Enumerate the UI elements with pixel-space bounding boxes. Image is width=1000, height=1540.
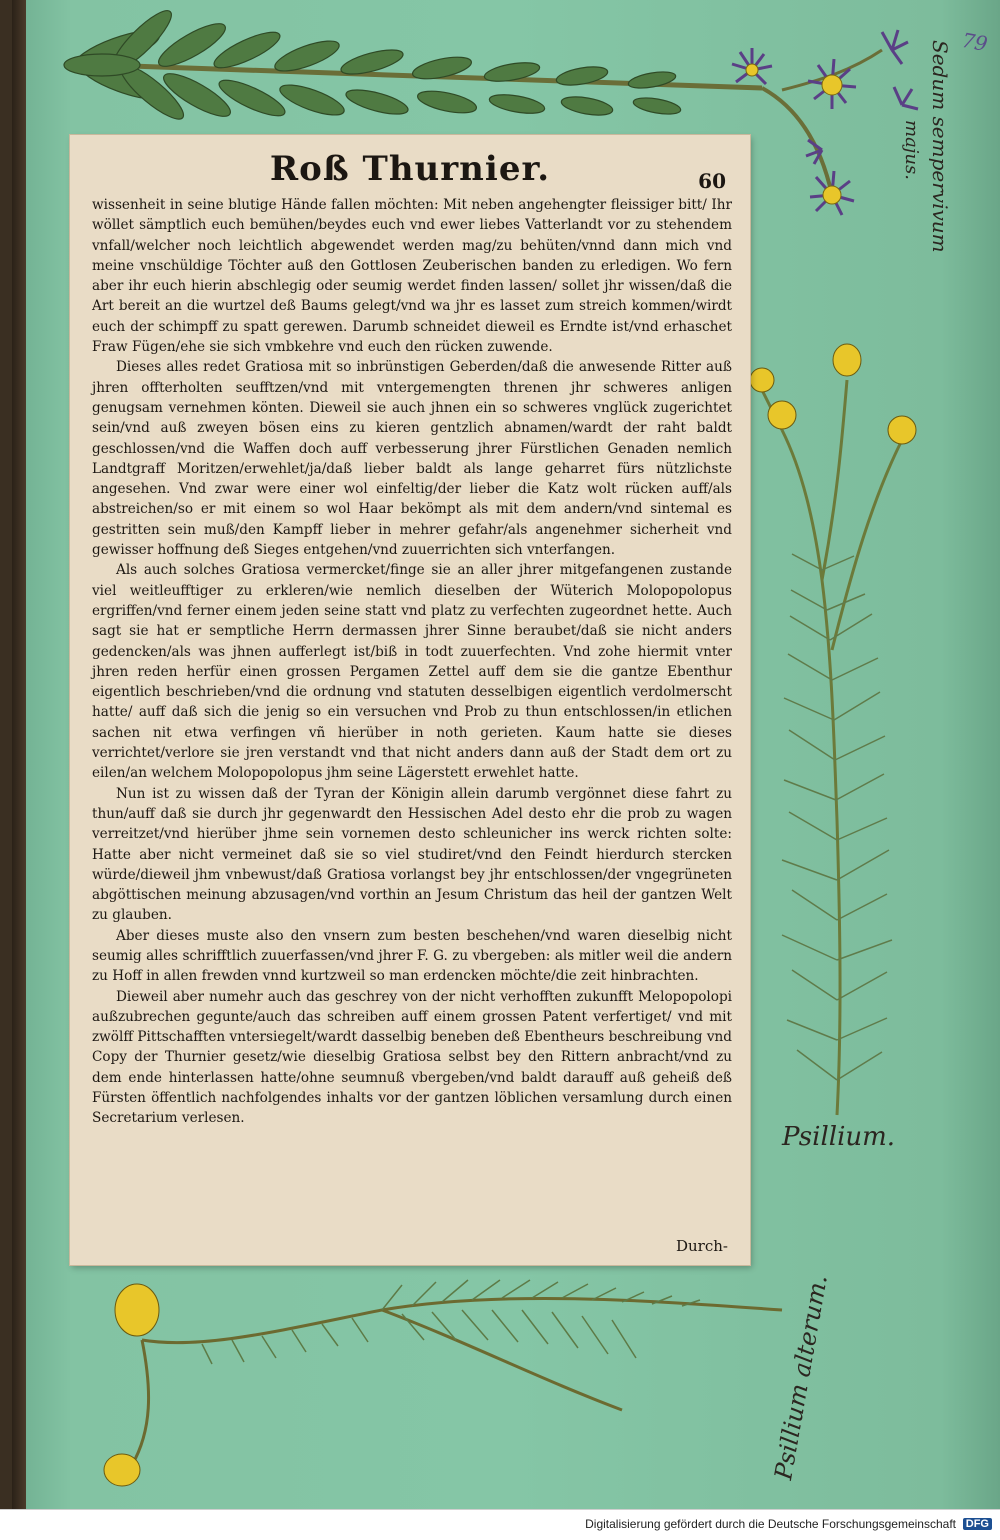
book-binding (12, 0, 26, 1540)
folio-number: 79 (960, 27, 990, 57)
psillium-illustration (742, 320, 972, 1120)
paragraph: wissenheit in seine blutige Hände fallen möchten: Mit neben angehengter fleissiger bitt/ Ihr wöllet sämptlich euch bemühen/beydes euch vnd ewer liebes Vatterlandt vor zu stehendem vnfall/welcher noch leichtlich abgewendet werden mag/zu behüten/vnnd dann mich vnd meine vnschüldige Töchter auß den Gottlosen Zeuberischen banden zu erledigen. Wo fern aber ihr euch hierin abschlegig oder seumig werdet finden lassen/ sollet jhr wissen/daß die Art bereit an die wurtzel deß Baums gelegt/vnd wa jhr es lasset zum streich kommen/wirdt euch der schimpff zu spatt gerewen. Darumb schneidet dieweil es Erndte ist/vnd erhaschet Fraw Fügen/ehe sie sich vmbkehre vnd euch den rücken zuwende. (92, 197, 732, 356)
printed-text-sheet (70, 135, 750, 1265)
paragraph: Dieweil aber numehr auch das geschrey von der nicht verhofften zukunfft Melopopolopi außzubrechen gegunte/auch das schreiben auff einem grossen Patent verfertiget/ vnd mit zwölff Pittschafften vntersiegelt/wardt dasselbig beneben deß Ebentheurs beschreibung vnd Copy der Thurnier gesetz/wie dieselbig Gratiosa selbst bey den Rittern anbracht/vnd zu dem ende hinterlassen hatte/ohne seumnuß vbergeben/vnd baldt darauff auß geheiß deß Fürsten öffentlich nachfolgendes inhalts vor der gantzen löblichen versamlung durch einen Secretarium verlesen. (92, 988, 732, 1127)
sedum-label: Sedum sempervivum (928, 40, 952, 253)
sedum-label-line2: majus. (901, 120, 922, 180)
paragraph: Dieses alles redet Gratiosa mit so inbrünstigen Geberden/daß die anwesende Ritter auß jhren offterholten seufftzen/vnd mit vntergemengten threnen jhr schweres anligen genugsam vernehmen könten. Dieweil sie auch jhnen ein so schweres vnglück zugerichtet sein/vnd auß zweyen bösen eins zu kieren gentzlich abnamen/wardt der raht baldt geschlossen/vnd die Waffen doch auff verbesserung jhrer Fürstlichen Genaden nemlich Landtgraff Moritzen/erwehlet/ja/daß lieber baldt als lange geharret fürs nützlichste angesehen. Vnd zwar were einer wol einfeltig/der lieber die Katz wolt rücken auff/als abstreichen/so er mit einem so wol Haar bekömpt als mit dem andern/vnd sintemal es gestritten sein muß/den Kampff lieber in mehrer gefahr/als angenehmer sicherheit vnd gewisser hoffnung deß Sieges entgehen/vnd zuuerrichten sich vnterfangen. (92, 359, 732, 559)
paragraph: Als auch solches Gratiosa vermercket/finge sie an aller jhrer mitgefangenen zustande viel weitleufftiger zu erkleren/wie nemlich dieselben der Wüterich Molopopolopus ergriffen/vnd ferner einem jeden seine statt vnd platz zu verfechten zugeordnet hette. Auch sagt sie hat er semptliche Herrn dermassen jhrer Sinne beraubet/daß sie nicht anders gedencken/als was jhnen aufferlegt ist/biß in todt zuuerfechten. Vnd zohe hiermit vnter jhren reden herfür einen grossen Pergamen Zettel auff dem sie die gantze Ebenthur eigentlich beschrieben/vnd die ordnung vnd statuten desselbigen eigentlich verdolmerscht hatte/ auff daß sich die jenig so ein versuchen vnd Prob zu thun entschlossen/in etlichen sachen nit etwa verfingen vñ hierüber in noth gerieten. Kaum hatte sie dieses verrichtet/verlore sie jren verstandt vnd that nicht anders dann auß der Stadt dem ort zu eilen/an welchem Molopopolopus jhm seine Lägerstett erwehlet hatte. (92, 562, 732, 782)
footer-credit: Digitalisierung gefördert durch die Deutsche Forschungsgemeinschaft (585, 1517, 956, 1531)
printed-page-number: 60 (698, 169, 726, 193)
body-text (92, 195, 732, 1129)
psillium-alterum-label: Psillium alterum. (769, 1272, 833, 1482)
running-head: Roß Thurnier. (269, 149, 551, 189)
manuscript-page (12, 0, 1000, 1540)
catchword: Durch- (676, 1237, 728, 1255)
paragraph: Aber dieses muste also den vnsern zum besten beschehen/vnd waren dieselbig nicht seumig alles schrifftlich zuuerfassen/vnd jhrer F. G. zu vbergeben: als mitler weil die andern zu Hoff in allen frewden vnnd kurtzweil so man erdencken möchte/die zeit hinbrachten. (92, 927, 732, 985)
digitization-footer (0, 1509, 1000, 1540)
psillium-alterum-illustration (82, 1270, 802, 1510)
paragraph: Nun ist zu wissen daß der Tyran der Königin allein darumb vergönnet diese fahrt zu thun/auff daß sie durch jhr gegenwardt den Hessischen Adel desto ehr die prob zu wagen verreitzet/vnd hierüber jhme sein vornemen desto schleunicher ins werck richten solte: Hatte aber nicht vermeinet daß sie so viel studiret/vnd den Feindt hierdurch stercken würde/dieweil jhm vnbewust/daß Gratiosa vorlangst bey jhr entschlossen/der vngegrüneten abgöttischen meinung abzusagen/vnd vorthin an Jesum Christum das heil der gantzen Welt zu glauben. (92, 785, 732, 924)
dfg-logo-icon: DFG (963, 1518, 992, 1530)
psillium-label: Psillium. (782, 1122, 896, 1152)
